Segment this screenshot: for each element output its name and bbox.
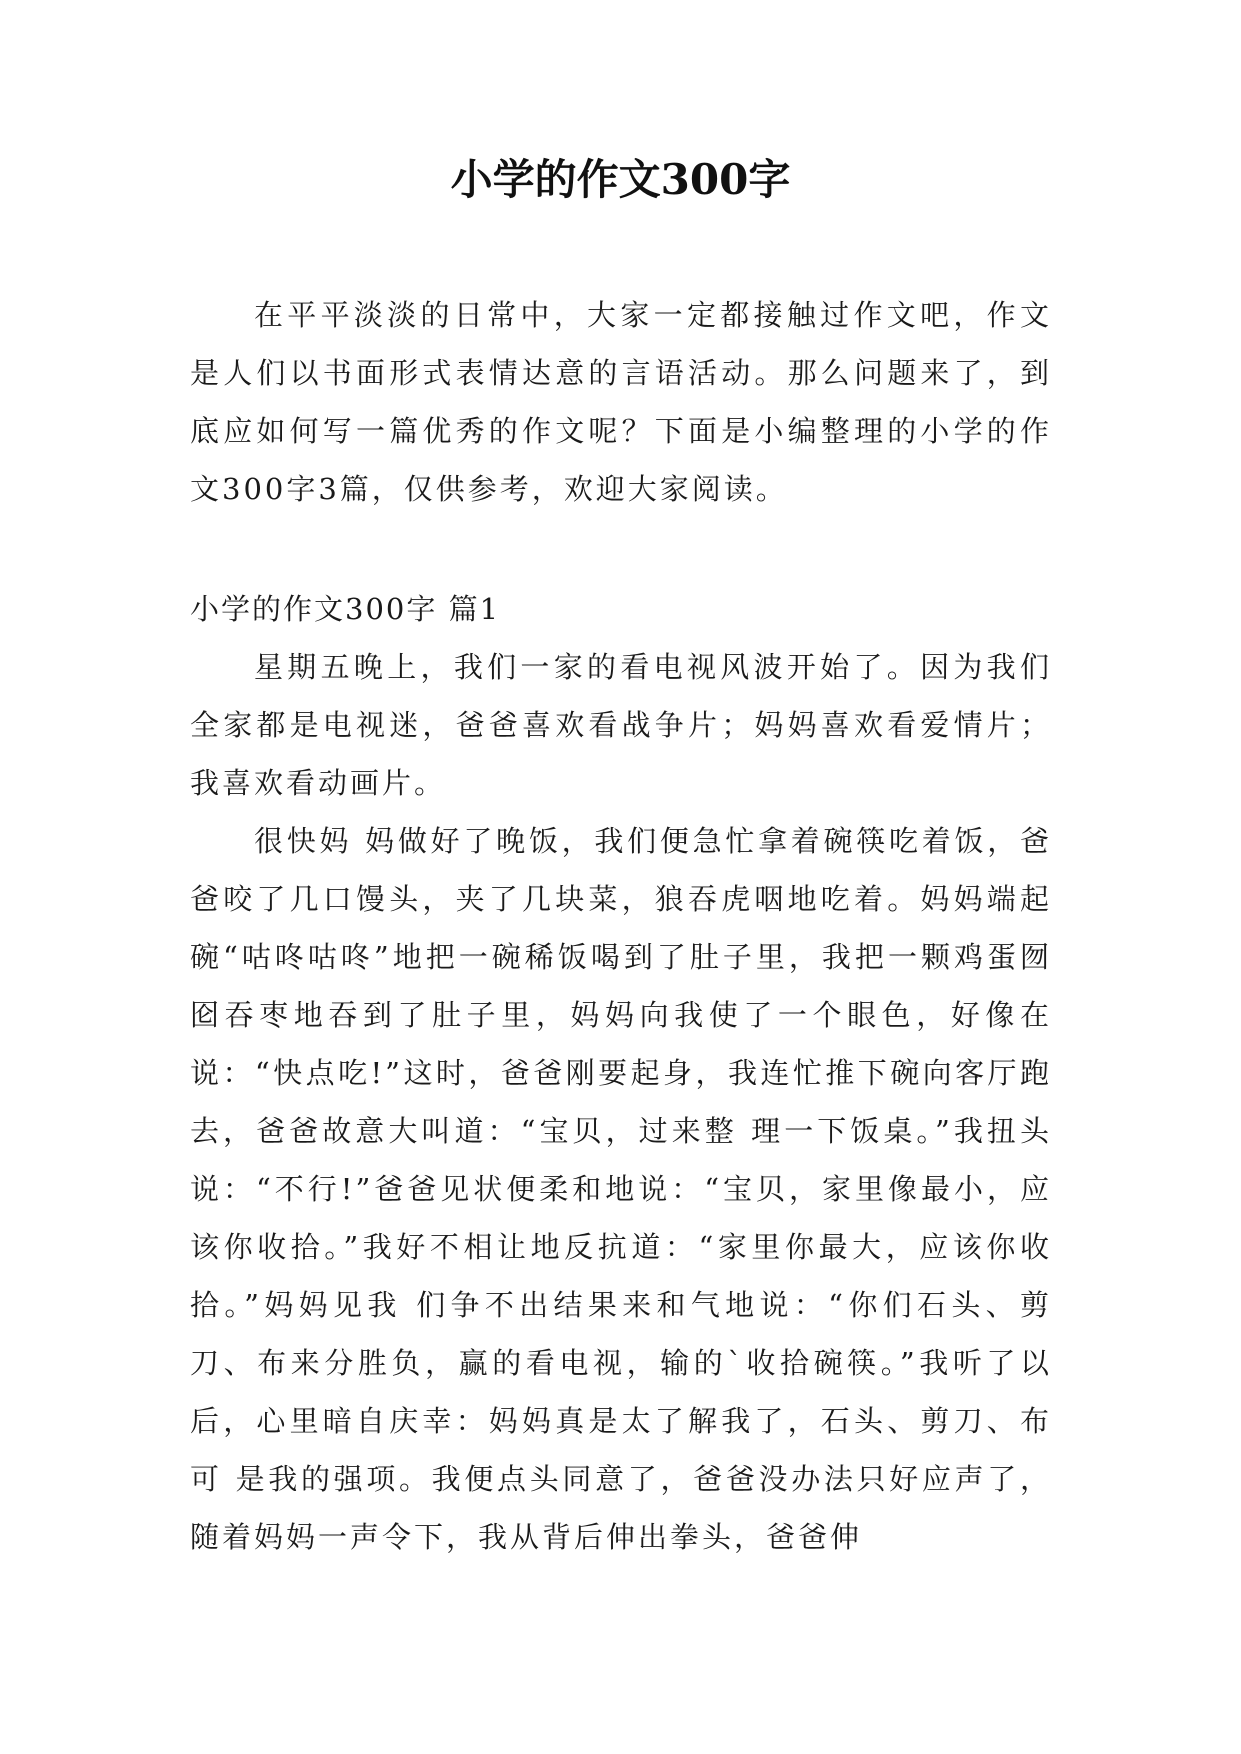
section-heading: 小学的作文300字 篇1 [190,592,501,626]
document-title: 小学的作文300字 [450,155,791,204]
essay-paragraph-1: 星期五晚上，我们一家的看电视风波开始了。因为我们全家都是电视迷，爸爸喜欢看战争片；妈妈喜欢看爱情片；我喜欢看动画片。 [190,650,1052,800]
essay-paragraph-2: 很快妈 妈做好了晚饭，我们便急忙拿着碗筷吃着饭，爸爸咬了几口馒头，夹了几块菜，狼吞虎咽地吃着。妈妈端起碗“咕咚咕咚”地把一碗稀饭喝到了肚子里，我把一颗鸡蛋囫囵吞枣地吞到了肚子里，妈妈向我使了一个眼色，好像在说：“快点吃!”这时，爸爸刚要起身，我连忙推下碗向客厅跑去，爸爸故意大叫道：“宝贝，过来整 理一下饭桌。”我扭头说：“不行!”爸爸见状便柔和地说：“宝贝，家里像最小，应该你收拾。”我好不相让地反抗道：“家里你最大，应该你收拾。”妈妈见我 们争不出结果来和气地说：“你们石头、剪刀、布来分胜负，赢的看电视，输的`收拾碗筷。”我听了以后，心里暗自庆幸：妈妈真是太了解我了，石头、剪刀、布可 是我的强项。我便点头同意了，爸爸没办法只好应声了，随着妈妈一声令下，我从背后伸出拳头，爸爸伸 [190,824,1052,1554]
intro-paragraph: 在平平淡淡的日常中，大家一定都接触过作文吧，作文是人们以书面形式表情达意的言语活动。那么问题来了，到底应如何写一篇优秀的作文呢？下面是小编整理的小学的作文300字3篇，仅供参考，欢迎大家阅读。 [190,298,1052,506]
